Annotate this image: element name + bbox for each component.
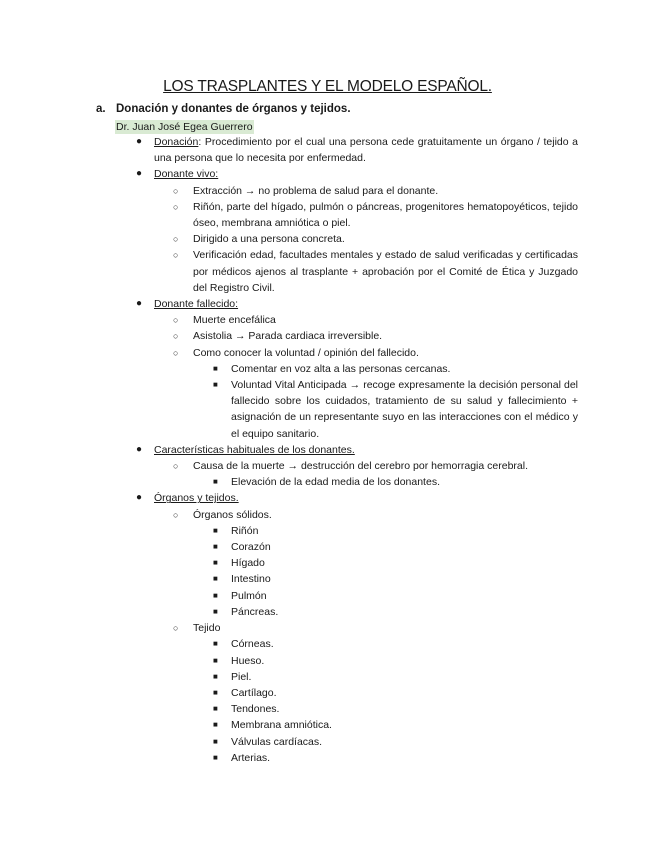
list-item bbox=[213, 604, 578, 620]
bullet-square: ■ bbox=[213, 525, 218, 535]
bullet-circle: ○ bbox=[173, 201, 179, 212]
list-item-text: Membrana amniótica. bbox=[231, 719, 332, 732]
list-item-text: Corazón bbox=[231, 541, 271, 554]
bullet-disc: ● bbox=[136, 443, 143, 455]
bullet-square: ■ bbox=[213, 606, 218, 616]
list-item-text: Riñón bbox=[231, 524, 259, 537]
list-item-text: Voluntad Vital Anticipada → recoge expresamente la decisión personal del fallecido sobre los cuidados, tratamiento de su salud y fallecimiento + asignación de un representante suyo en las interacciones con el médico y el equipo sanitario. bbox=[231, 379, 578, 440]
list-item-text: Intestino bbox=[231, 573, 271, 586]
bullet-square: ■ bbox=[213, 574, 218, 584]
bullet-circle: ○ bbox=[173, 347, 179, 358]
list-item bbox=[213, 685, 578, 701]
list-item bbox=[173, 183, 578, 199]
list-item bbox=[213, 750, 578, 766]
bullet-circle: ○ bbox=[173, 509, 179, 520]
list-item bbox=[173, 328, 578, 344]
bullet-square: ■ bbox=[213, 687, 218, 697]
list-item-organos-tejidos bbox=[136, 490, 578, 506]
bullet-disc: ● bbox=[136, 298, 143, 310]
definition-donacion: : Procedimiento por el cual una persona cede gratuitamente un órgano / tejido a una persona que lo necesita por enfermedad. bbox=[154, 136, 578, 165]
bullet-circle: ○ bbox=[173, 623, 179, 634]
list-item bbox=[173, 231, 578, 247]
list-item-text: Elevación de la edad media de los donantes. bbox=[231, 476, 440, 489]
term-donante-fallecido: Donante fallecido: bbox=[154, 298, 239, 311]
bullet-circle: ○ bbox=[173, 234, 179, 245]
list-item bbox=[213, 377, 578, 442]
term-organos-tejidos: Órganos y tejidos. bbox=[154, 492, 239, 505]
list-item bbox=[213, 523, 578, 539]
list-item-donante-vivo bbox=[136, 166, 578, 182]
list-item-text: Válvulas cardíacas. bbox=[231, 735, 323, 748]
bullet-square: ■ bbox=[213, 720, 218, 730]
section-heading bbox=[96, 103, 351, 115]
list-item bbox=[173, 312, 578, 328]
list-item-text: Extracción → no problema de salud para el donante. bbox=[193, 184, 439, 197]
list-item-text: Causa de la muerte → destrucción del cerebro por hemorragia cerebral. bbox=[193, 460, 529, 473]
list-item-text: Arterias. bbox=[231, 751, 271, 764]
list-item bbox=[213, 555, 578, 571]
list-item bbox=[173, 199, 578, 231]
list-item-text: Muerte encefálica bbox=[193, 314, 276, 327]
list-item-text: Córneas. bbox=[231, 638, 274, 651]
list-item bbox=[213, 539, 578, 555]
list-item-text: Páncreas. bbox=[231, 605, 279, 618]
list-item bbox=[213, 734, 578, 750]
list-item-text: Hígado bbox=[231, 557, 265, 570]
author-highlight: Dr. Juan José Egea Guerrero bbox=[116, 121, 253, 133]
list-item bbox=[213, 571, 578, 587]
list-item bbox=[173, 507, 578, 523]
list-item-text: Órganos sólidos. bbox=[193, 508, 272, 521]
section-heading-text: Donación y donantes de órganos y tejidos. bbox=[116, 103, 351, 115]
list-item bbox=[213, 636, 578, 652]
term-caracteristicas: Características habituales de los donantes. bbox=[154, 443, 355, 456]
bullet-square: ■ bbox=[213, 380, 218, 390]
bullet-square: ■ bbox=[213, 590, 218, 600]
list-item-text: Comentar en voz alta a las personas cercanas. bbox=[231, 362, 451, 375]
list-item-text: Tendones. bbox=[231, 703, 280, 716]
bullet-square: ■ bbox=[213, 736, 218, 746]
list-item-text: Asistolia → Parada cardiaca irreversible. bbox=[193, 330, 383, 343]
list-item-text: Verificación edad, facultades mentales y estado de salud verificadas y certificadas por médicos ajenos al trasplante + aprobación por el Comité de Ética y Juzgado del Registro Civil. bbox=[193, 249, 578, 294]
list-item bbox=[173, 345, 578, 361]
list-item bbox=[213, 717, 578, 733]
list-item bbox=[213, 653, 578, 669]
document-body bbox=[0, 134, 655, 766]
bullet-circle: ○ bbox=[173, 461, 179, 472]
list-item bbox=[213, 474, 578, 490]
bullet-square: ■ bbox=[213, 655, 218, 665]
list-item bbox=[213, 701, 578, 717]
bullet-circle: ○ bbox=[173, 331, 179, 342]
list-item-donante-fallecido bbox=[136, 296, 578, 312]
list-item-text: Riñón, parte del hígado, pulmón o páncreas, progenitores hematopoyéticos, tejido óseo, membrana amniótica o piel. bbox=[193, 200, 578, 230]
bullet-circle: ○ bbox=[173, 250, 179, 261]
bullet-square: ■ bbox=[213, 752, 218, 762]
list-item-text: Tejido bbox=[193, 622, 221, 635]
bullet-square: ■ bbox=[213, 363, 218, 373]
list-item bbox=[213, 588, 578, 604]
bullet-square: ■ bbox=[213, 639, 218, 649]
bullet-square: ■ bbox=[213, 558, 218, 568]
list-item-caracteristicas bbox=[136, 442, 578, 458]
bullet-disc: ● bbox=[136, 492, 143, 504]
list-item bbox=[213, 669, 578, 685]
bullet-square: ■ bbox=[213, 477, 218, 487]
section-marker: a. bbox=[96, 103, 106, 115]
bullet-square: ■ bbox=[213, 704, 218, 714]
list-item-text: Como conocer la voluntad / opinión del fallecido. bbox=[193, 346, 419, 359]
list-item bbox=[173, 247, 578, 296]
list-item-text: Pulmón bbox=[231, 589, 267, 602]
list-item bbox=[213, 361, 578, 377]
list-item-text: Hueso. bbox=[231, 654, 265, 667]
list-item-donacion bbox=[136, 134, 578, 166]
list-item-text: Dirigido a una persona concreta. bbox=[193, 233, 345, 246]
bullet-square: ■ bbox=[213, 671, 218, 681]
term-donacion: Donación bbox=[154, 136, 199, 148]
list-item bbox=[173, 620, 578, 636]
list-item bbox=[173, 458, 581, 474]
list-item-text: Piel. bbox=[231, 670, 252, 683]
page-title: LOS TRASPLANTES Y EL MODELO ESPAÑOL. bbox=[163, 78, 492, 95]
bullet-circle: ○ bbox=[173, 315, 179, 326]
list-item-text: Cartílago. bbox=[231, 686, 277, 699]
bullet-disc: ● bbox=[136, 136, 143, 147]
bullet-disc: ● bbox=[136, 168, 143, 180]
bullet-square: ■ bbox=[213, 542, 218, 552]
term-donante-vivo: Donante vivo: bbox=[154, 168, 219, 181]
bullet-circle: ○ bbox=[173, 185, 179, 196]
